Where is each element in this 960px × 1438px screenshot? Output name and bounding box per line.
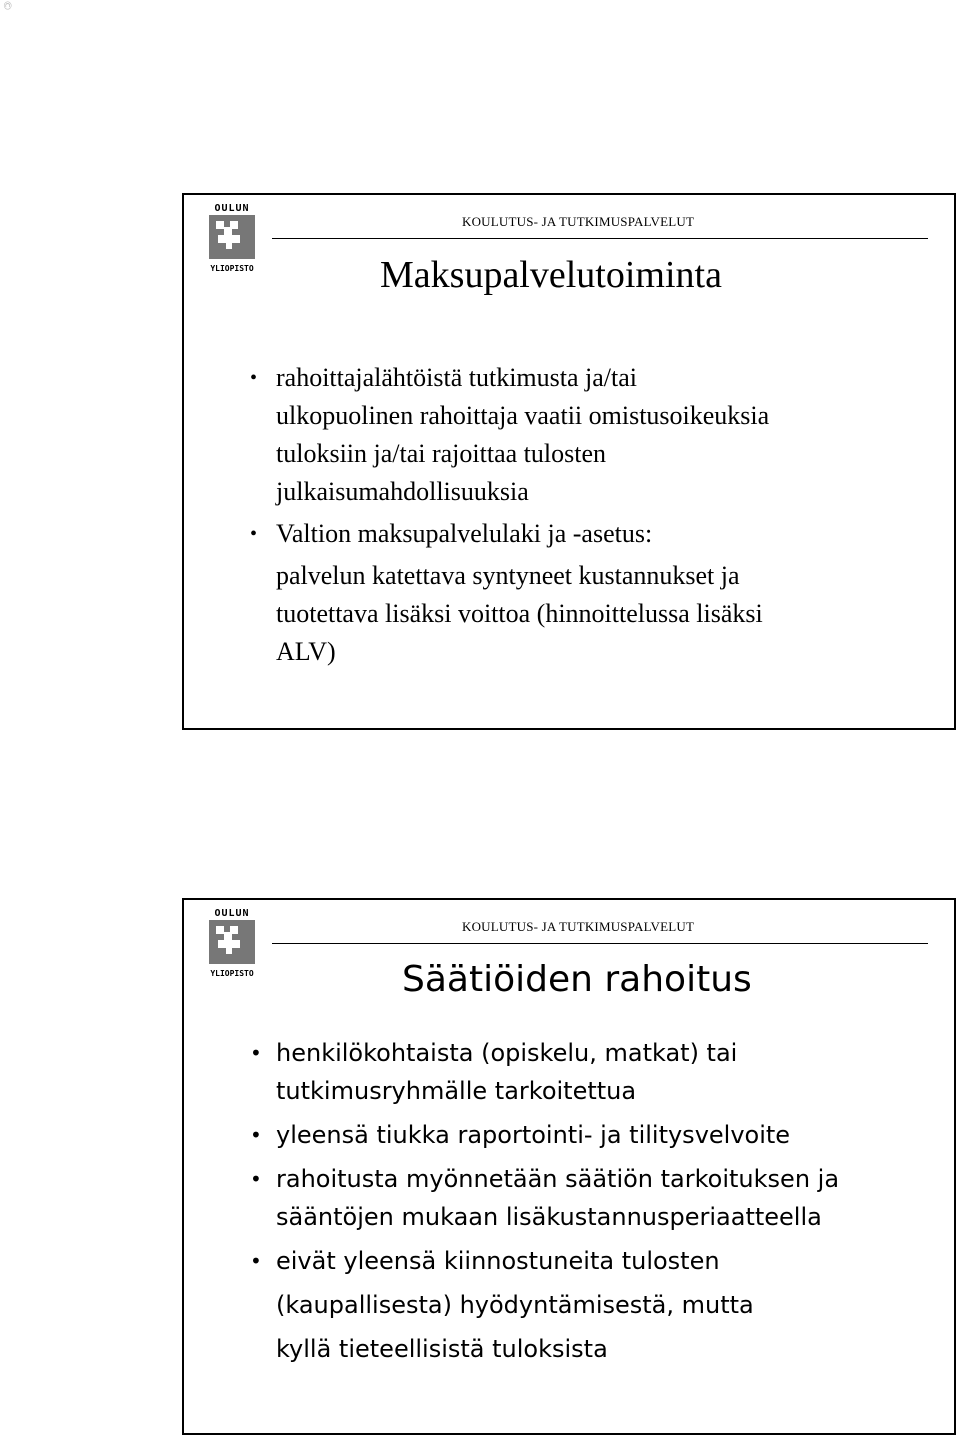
bullet-icon: • [250, 1167, 262, 1191]
bullet-line: yleensä tiukka raportointi- ja tilitysvelvoite [276, 1121, 791, 1149]
bullet-line: rahoittajalähtöistä tutkimusta ja/tai [276, 363, 638, 392]
logo-bottom-text: YLIOPISTO [210, 264, 254, 273]
slide-header: KOULUTUS- JA TUTKIMUSPALVELUT [462, 214, 695, 229]
list-item [250, 1160, 934, 1236]
university-logo [206, 201, 258, 275]
bullet-line: rahoitusta myönnetään säätiön tarkoituksen ja [276, 1165, 840, 1193]
bullet-line: kyllä tieteellisistä tuloksista [276, 1335, 608, 1363]
bullet-list [250, 1034, 934, 1374]
bullet-line: sääntöjen mukaan lisäkustannusperiaatteella [276, 1203, 822, 1231]
bullet-icon: • [250, 1249, 262, 1273]
list-item [250, 515, 934, 671]
header-divider [272, 238, 928, 239]
copyright-mark: © [1, 0, 14, 11]
bullet-line: ulkopuolinen rahoittaja vaatii omistusoikeuksia [276, 401, 770, 430]
logo-top-text: OULUN [214, 203, 250, 214]
bullet-line: tuotettava lisäksi voittoa (hinnoittelussa lisäksi [276, 599, 763, 628]
slide-title: Maksupalvelutoiminta [380, 254, 722, 296]
logo-bottom-text: YLIOPISTO [210, 969, 254, 978]
university-logo [206, 906, 258, 980]
bullet-icon: • [250, 367, 258, 389]
bullet-line: tutkimusryhmälle tarkoitettua [276, 1077, 637, 1105]
bullet-line: tuloksiin ja/tai rajoittaa tulosten [276, 439, 606, 468]
bullet-line: julkaisumahdollisuuksia [276, 477, 529, 506]
header-divider [272, 943, 928, 944]
logo-top-text: OULUN [214, 908, 250, 919]
slide-saatioiden-rahoitus [182, 898, 956, 1435]
bullet-line: henkilökohtaista (opiskelu, matkat) tai [276, 1039, 738, 1067]
slide-maksupalvelutoiminta [182, 193, 956, 730]
list-item [250, 1242, 934, 1368]
bullet-line: Valtion maksupalvelulaki ja -asetus: [276, 519, 653, 548]
bullet-line: eivät yleensä kiinnostuneita tulosten [276, 1247, 720, 1275]
slide-title: Säätiöiden rahoitus [402, 959, 752, 1000]
list-item [250, 1034, 934, 1110]
list-item [250, 1116, 934, 1154]
list-item [250, 359, 934, 511]
slide-header: KOULUTUS- JA TUTKIMUSPALVELUT [462, 919, 695, 934]
bullet-icon: • [250, 1123, 262, 1147]
bullet-list [250, 359, 934, 675]
bullet-line: palvelun katettava syntyneet kustannukset ja [276, 561, 740, 590]
bullet-line: (kaupallisesta) hyödyntämisestä, mutta [276, 1291, 754, 1319]
bullet-icon: • [250, 1041, 262, 1065]
bullet-line: ALV) [276, 637, 336, 666]
bullet-icon: • [250, 523, 258, 545]
